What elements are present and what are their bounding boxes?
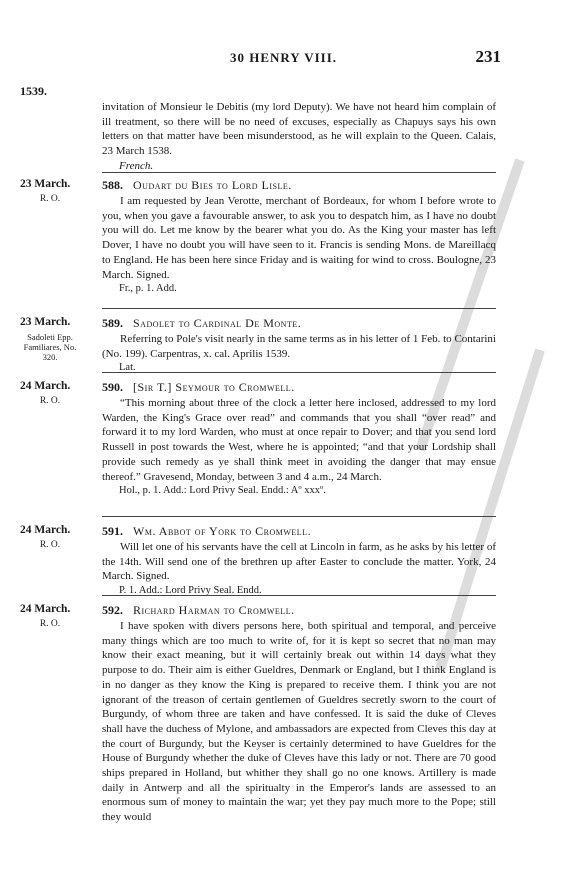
year-marker: 1539.	[20, 84, 47, 98]
entry-title: [Sir T.] Seymour to Cromwell.	[133, 380, 295, 394]
entry-text: Will let one of his servants have the cell at Lincoln in farm, as he asks by his letter of the 14th. Will send one of the brethren up after Easter to conclude the matter. York, 24 March. Signed.	[102, 541, 496, 583]
entry-date: 24 March.	[20, 380, 71, 392]
entry-source: R. O.	[39, 396, 61, 406]
entry-heading	[102, 603, 295, 618]
continuation-text: invitation of Monsieur le Debitis (my lord Deputy). We have not heard him complain of ill treatment, so there will be no need of excuses, especially as Chapuys says his own letters on that matter have been misunderstood, as he will explain to the Queen. Calais, 23 March 1538.	[102, 101, 496, 158]
entry-divider	[102, 516, 496, 517]
entry-heading	[102, 524, 311, 539]
entry-note: Hol., p. 1. Add.: Lord Privy Seal. Endd.: Aº xxxº.	[119, 485, 326, 497]
entry-heading	[102, 380, 295, 395]
entry-title: Sadolet to Cardinal De Monte.	[133, 316, 302, 330]
entry-date: 24 March.	[20, 603, 71, 615]
entry-date: 23 March.	[20, 316, 71, 328]
entry-note: P. 1. Add.: Lord Privy Seal. Endd.	[119, 585, 262, 597]
entry-text: I am requested by Jean Verotte, merchant of Bordeaux, for whom I before wrote to you, when you gave a favourable answer, to ask you to despatch him, as I have no doubt you will do. Let me know by the bearer what you do. As the King your master has left Dover, I have no doubt you will have seen to it. Francis is sending Mons. de Mareillacq to England. He has been here since Friday and is waiting for wind to cross. Boulogne, 23 March. Signed.	[102, 195, 496, 281]
entry-number: 590.	[102, 380, 123, 394]
continuation-paragraph	[102, 100, 496, 174]
entry-date: 23 March.	[20, 178, 71, 190]
entry-divider	[102, 595, 496, 596]
entry-note: Lat.	[119, 362, 136, 374]
running-header	[0, 47, 567, 70]
entry-divider	[102, 172, 496, 173]
entry-source: Sadoleti Epp. Familiares, No. 320.	[23, 332, 77, 362]
entry-number: 592.	[102, 603, 123, 617]
entry-heading	[102, 178, 292, 193]
entry-title: Oudart du Bies to Lord Lisle.	[133, 178, 292, 192]
entry-source: R. O.	[39, 194, 61, 204]
entry-number: 589.	[102, 316, 123, 330]
entry-body	[102, 194, 496, 296]
entry-body	[102, 332, 496, 375]
continuation-language: French.	[119, 159, 154, 172]
entry-text: I have spoken with divers persons here, both spiritual and temporal, and perceive many things which are too much to write of, for it is kept so secret that no man may know their exact meaning, but it will certainly break out within 14 days what they purpose to do. Their aim is either Gueldres, Denmark or England, but I think England is in no danger as they know the King is prepared to receive them. I think you are not ignorant of the treason of certain gentlemen of Gueldres secretly sworn to the court of Burgundy, of whom three are taken and have confessed. It is said the duke of Cleves shall have the duchess of Mylone, and ambassadors are expected from Cleves this day at the court of Burgundy, but the Keyser is certainly determined to have Gueldres for the House of Burgundy whether the duke of Cleves have this lady or not. There are 70 good ships prepared in Holland, but whither they shall go no one knows. Artillery is made daily in Antwerp and all the spiritualty in the Emperor's lands are assessed to an enormous sum of money to maintain the war; yet they pay much more to the Pope; still they would	[102, 620, 496, 824]
entry-note: Fr., p. 1. Add.	[119, 283, 177, 295]
entry-source: R. O.	[39, 619, 61, 629]
entry-divider	[102, 372, 496, 373]
entry-number: 588.	[102, 178, 123, 192]
entry-text: Referring to Pole's visit nearly in the same terms as in his letter of 1 Feb. to Contarini (No. 199). Carpentras, x. cal. Aprilis 1539.	[102, 333, 496, 360]
entry-title: Richard Harman to Cromwell.	[133, 603, 295, 617]
running-title: 30 HENRY VIII.	[229, 50, 338, 65]
entry-number: 591.	[102, 524, 123, 538]
entry-text: “This morning about three of the clock a letter here inclosed, addressed to my lord Warden, the King's Grace over read” and commands that you shall “over read” and forward it to my lord Warden, who must at once repair to Dover; and that you send lord Russell in post towards the West, where he is appointed; “and that your Lordship shall provide such remedy as ye shall think meet in avoiding the danger that may ensue thereof.” Gravesend, Monday, between 3 and 4 a.m., 24 March.	[102, 397, 496, 483]
entry-title: Wm. Abbot of York to Cromwell.	[133, 524, 312, 538]
entry-date: 24 March.	[20, 524, 71, 536]
entry-heading	[102, 316, 301, 331]
entry-body	[102, 396, 496, 498]
entry-body	[102, 619, 496, 825]
page-number: 231	[475, 47, 501, 66]
entry-body	[102, 540, 496, 598]
entry-divider	[102, 308, 496, 309]
entry-source: R. O.	[39, 540, 61, 550]
